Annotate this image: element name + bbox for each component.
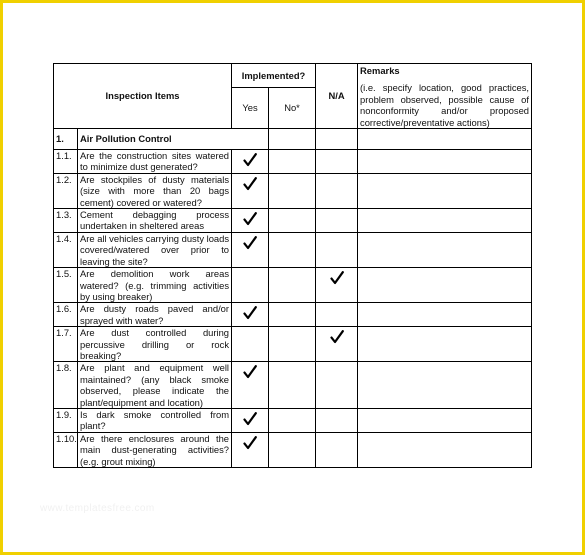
yes-cell [232,303,269,327]
header-yes: Yes [232,87,269,128]
remarks-title: Remarks [360,65,400,76]
no-cell [269,150,316,174]
na-cell [316,362,358,409]
remarks-cell [358,432,532,467]
header-inspection-items: Inspection Items [54,64,232,129]
watermark-text: www.templatesfree.com [40,503,155,514]
no-cell [269,209,316,233]
table-body [54,64,532,468]
item-number: 1.5. [54,268,78,303]
no-cell [269,268,316,303]
no-cell [269,303,316,327]
no-cell [269,173,316,208]
na-cell [316,209,358,233]
na-cell [316,150,358,174]
yes-cell [232,362,269,409]
item-number: 1.4. [54,232,78,267]
table-row [54,327,532,362]
remarks-cell [358,173,532,208]
header-no: No* [269,87,316,128]
remarks-cell [358,150,532,174]
remarks-description: (i.e. specify location, good practices, problem observed, possible cause of nonconformity and/or proposed corrective/preventative actions) [360,82,530,128]
na-cell [316,268,358,303]
item-text: Are dust controlled during percussive drilling or rock breaking? [78,327,232,362]
section-title: Air Pollution Control [78,129,269,150]
check-mark-icon [243,236,257,250]
inspection-checklist-table [53,63,532,468]
item-text: Are demolition work areas watered? (e.g. trimming activities by using breaker) [78,268,232,303]
table-row [54,173,532,208]
section-number: 1. [54,129,78,150]
table-row [54,232,532,267]
item-text: Are plant and equipment well maintained? (any black smoke observed, please indicate the plant/equipment and location) [78,362,232,409]
item-text: Are stockpiles of dusty materials (size with more than 20 bags cement) covered or watered? [78,173,232,208]
na-cell [316,408,358,432]
no-cell [269,327,316,362]
item-text: Are dusty roads paved and/or sprayed with water? [78,303,232,327]
na-cell [316,432,358,467]
header-na: N/A [316,64,358,129]
table-row [54,432,532,467]
check-mark-icon [243,212,257,226]
item-number: 1.2. [54,173,78,208]
section-row [54,129,532,150]
item-number: 1.9. [54,408,78,432]
item-text: Is dark smoke controlled from plant? [78,408,232,432]
na-cell [316,327,358,362]
table-row [54,408,532,432]
yes-cell [232,150,269,174]
item-text: Cement debagging process undertaken in sheltered areas [78,209,232,233]
no-cell [269,432,316,467]
check-mark-icon [243,177,257,191]
remarks-cell [358,232,532,267]
item-number: 1.1. [54,150,78,174]
remarks-cell [358,209,532,233]
yes-cell [232,209,269,233]
item-text: Are there enclosures around the main dust-generating activities? (e.g. grout mixing) [78,432,232,467]
no-cell [269,408,316,432]
item-number: 1.7. [54,327,78,362]
yes-cell [232,268,269,303]
table-row [54,268,532,303]
check-mark-icon [330,271,344,285]
na-cell [316,232,358,267]
remarks-cell [358,303,532,327]
check-mark-icon [243,412,257,426]
remarks-cell [358,362,532,409]
item-number: 1.10. [54,432,78,467]
remarks-cell [358,327,532,362]
table-row [54,362,532,409]
section-blank-cell [358,129,532,150]
table-row [54,303,532,327]
no-cell [269,232,316,267]
header-row-top [54,64,532,88]
yes-cell [232,408,269,432]
yes-cell [232,327,269,362]
check-mark-icon [330,330,344,344]
check-mark-icon [243,153,257,167]
remarks-cell [358,408,532,432]
header-implemented: Implemented? [232,64,316,88]
table-row [54,150,532,174]
yes-cell [232,232,269,267]
item-number: 1.3. [54,209,78,233]
section-blank-cell [316,129,358,150]
na-cell [316,173,358,208]
remarks-cell [358,268,532,303]
no-cell [269,362,316,409]
section-blank-cell [269,129,316,150]
check-mark-icon [243,365,257,379]
na-cell [316,303,358,327]
item-text: Are all vehicles carrying dusty loads covered/watered over prior to leaving the site? [78,232,232,267]
header-remarks [358,64,532,129]
yes-cell [232,432,269,467]
check-mark-icon [243,436,257,450]
item-number: 1.8. [54,362,78,409]
item-number: 1.6. [54,303,78,327]
table-row [54,209,532,233]
check-mark-icon [243,306,257,320]
yes-cell [232,173,269,208]
item-text: Are the construction sites watered to minimize dust generated? [78,150,232,174]
